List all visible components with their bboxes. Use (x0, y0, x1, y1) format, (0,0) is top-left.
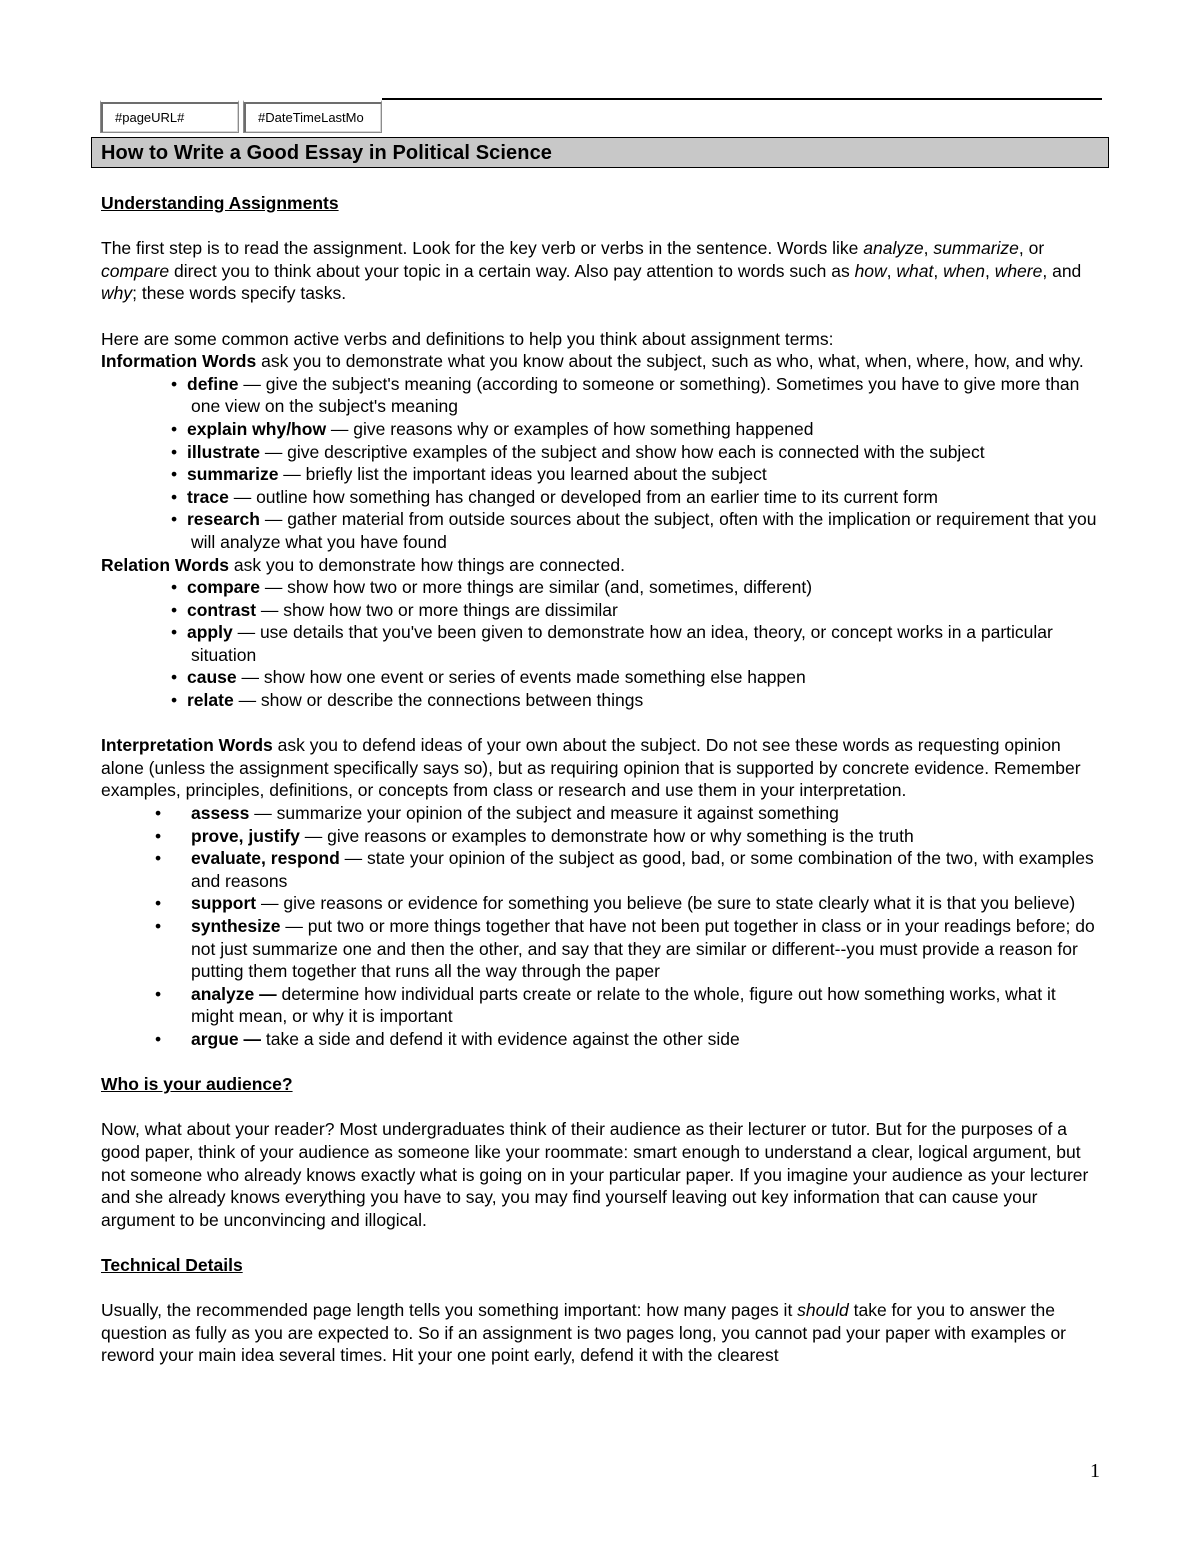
relation-words-paragraph: Relation Words ask you to demonstrate how things are connected. (101, 554, 625, 575)
heading-technical-details: Technical Details (101, 1254, 243, 1275)
list-item: • evaluate, respond — state your opinion of the subject as good, bad, or some combination of the two, with examples and reasons (155, 848, 1094, 891)
list-item: • assess — summarize your opinion of the subject and measure it against something (155, 803, 839, 824)
list-item: • summarize — briefly list the important ideas you learned about the subject (171, 464, 767, 485)
list-item: • trace — outline how something has changed or developed from an earlier time to its current form (171, 486, 938, 507)
verbs-intro: Here are some common active verbs and definitions to help you think about assignment terms: (101, 328, 834, 349)
list-item: • research — gather material from outside sources about the subject, often with the implication or requirement that you will analyze what you have found (171, 509, 1097, 552)
interpretation-words-paragraph: Interpretation Words ask you to defend ideas of your own about the subject. Do not see these words as requesting opinion alone (unless the assignment specifically says so), but as requiring opinion that is supported by concrete evidence. Remember examples, principles, definitions, or concepts from class or research and use them in your interpretation. (101, 735, 1081, 801)
document-body (101, 192, 1101, 1367)
audience-paragraph: Now, what about your reader? Most undergraduates think of their audience as their lecturer or tutor. But for the purposes of a good paper, think of your audience as someone like your roommate: smart enough to understand a clear, logical argument, but not someone who already knows exactly what is going on in your particular paper. If you imagine your audience as your lecturer and she already knows everything you have to say, you may find yourself leaving out key information that can cause your argument to be unconvincing and illogical. (101, 1119, 1089, 1230)
datetime-field[interactable]: #DateTimeLastMo (243, 100, 382, 133)
list-item: • prove, justify — give reasons or examples to demonstrate how or why something is the truth (155, 825, 914, 846)
list-item: • compare — show how two or more things are similar (and, sometimes, different) (171, 577, 813, 598)
intro-paragraph: The first step is to read the assignment. Look for the key verb or verbs in the sentence. Words like analyze, summarize, or compare direct you to think about your topic in a certain way. Also pay attention to words such as how, what, when, where, and why; these words specify tasks. (101, 238, 1082, 304)
list-item: • analyze — determine how individual parts create or relate to the whole, figure out how something works, what it might mean, or why it is important (155, 983, 1056, 1027)
list-item: • argue — take a side and defend it with evidence against the other side (155, 1028, 740, 1049)
list-item: • cause — show how one event or series of events made something else happen (171, 667, 806, 688)
relation-words-list (101, 576, 1101, 712)
page-number: 1 (1090, 1460, 1100, 1482)
list-item: • relate — show or describe the connections between things (171, 690, 644, 711)
technical-paragraph: Usually, the recommended page length tells you something important: how many pages it should take for you to answer the question as fully as you are expected to. So if an assignment is two pages long, you cannot pad your paper with examples or reword your main idea several times. Hit your one point early, defend it with the clearest (101, 1300, 1067, 1366)
list-item: • synthesize — put two or more things together that have not been put together in class or in your readings before; do not just summarize one and then the other, and say that they are similar or different--you must provide a reason for putting them together that runs all the way through the paper (155, 916, 1095, 982)
list-item: • support — give reasons or evidence for something you believe (be sure to state clearly what it is that you believe) (155, 893, 1076, 914)
heading-audience: Who is your audience? (101, 1074, 293, 1095)
page-url-field[interactable]: #pageURL# (100, 100, 239, 133)
list-item: • contrast — show how two or more things are dissimilar (171, 599, 618, 620)
list-item: • illustrate — give descriptive examples of the subject and show how each is connected with the subject (171, 441, 985, 462)
list-item: • explain why/how — give reasons why or examples of how something happened (171, 418, 814, 439)
list-item: • define — give the subject's meaning (according to someone or something). Sometimes you have to give more than one view on the subject's meaning (171, 373, 1080, 417)
list-item: • apply — use details that you've been given to demonstrate how an idea, theory, or concept works in a particular situation (171, 622, 1053, 665)
header-rule (382, 98, 1102, 100)
information-words-paragraph: Information Words ask you to demonstrate what you know about the subject, such as who, what, when, where, how, and why. (101, 351, 1084, 372)
information-words-list (101, 373, 1101, 554)
heading-understanding-assignments: Understanding Assignments (101, 193, 339, 213)
interpretation-words-list (101, 802, 1101, 1051)
document-title: How to Write a Good Essay in Political Science (91, 137, 1109, 168)
